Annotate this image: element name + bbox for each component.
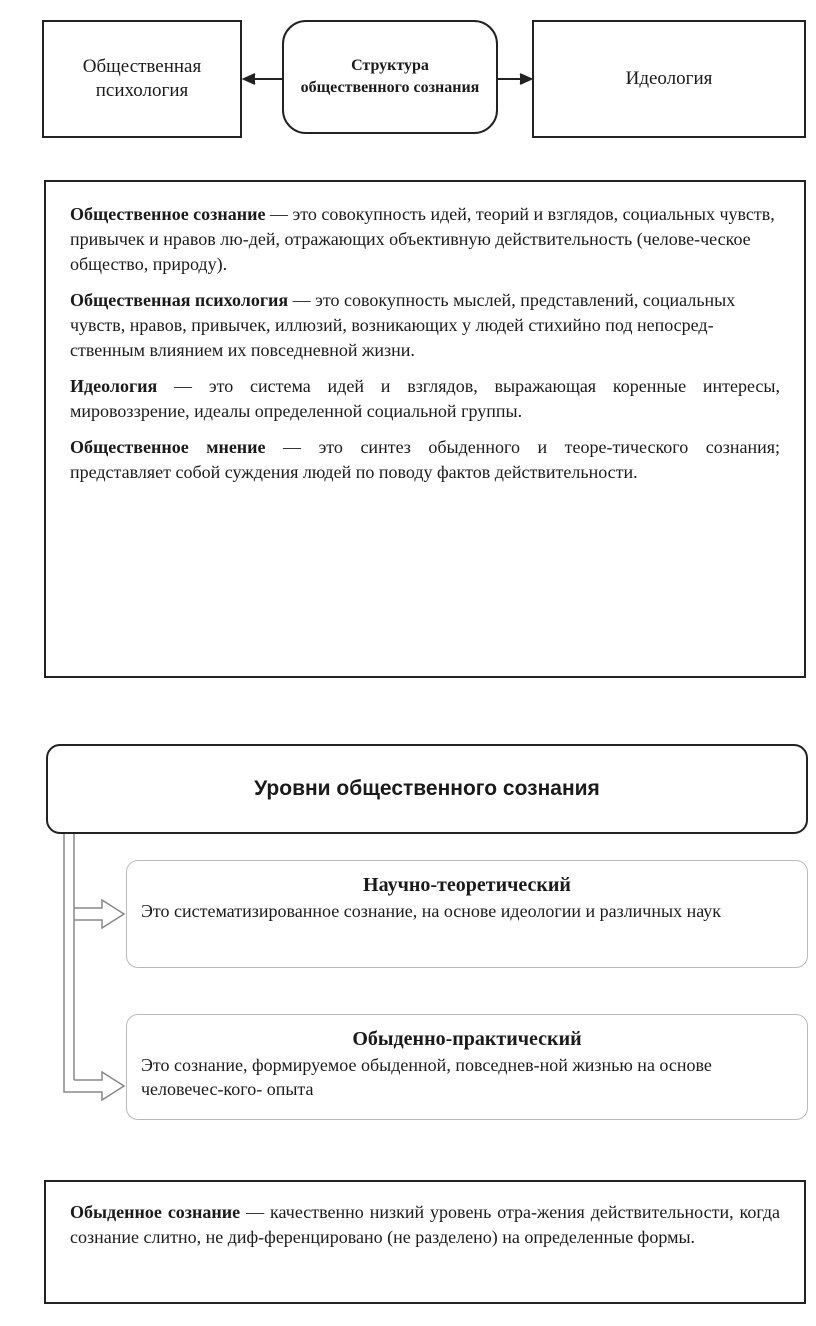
definition-text: это совокупность идей, теорий и взглядов, социальных чувств, привычек и нравов лю-дей, отражающих объективную действительность (челове-ческое общество, природу). — [70, 204, 775, 274]
ideology-box — [532, 20, 806, 138]
level-everyday-box — [126, 1014, 808, 1120]
definition-text: это система идей и взглядов, выражающая коренные интересы, мировоззрение, идеалы определенной социальной группы. — [70, 376, 781, 421]
definition-term: Общественное мнение — [70, 437, 266, 457]
definition-public-psychology — [70, 288, 780, 363]
definition-dash: — — [265, 437, 319, 457]
levels-title: Уровни общественного сознания — [254, 777, 600, 800]
definition-dash: — — [157, 376, 209, 396]
levels-title-box — [46, 744, 808, 834]
ordinary-dash: — — [240, 1202, 271, 1222]
level-text: Это систематизированное сознание, на основе идеологии и различных наук — [141, 901, 722, 921]
arrow-to-ideology — [498, 74, 531, 84]
ordinary-consciousness-box — [44, 1180, 806, 1304]
level-scientific-box — [126, 860, 808, 968]
definition-dash: — — [265, 204, 293, 224]
ordinary-text: качественно низкий уровень отра-жения действительности, когда сознание слитно, не диф-ференцировано (не разделено) на определенные формы. — [70, 1202, 781, 1247]
definition-public-opinion — [70, 435, 780, 485]
definition-term: Общественное сознание — [70, 204, 266, 224]
definition-dash: — — [288, 290, 316, 310]
definition-text: это совокупность мыслей, представлений, социальных чувств, нравов, привычек, иллюзий, возникающих у людей стихийно под непосред-ственным влиянием их повседневной жизни. — [70, 290, 736, 360]
level-title: Научно-теоретический — [363, 874, 571, 896]
arrow-to-psychology — [244, 74, 282, 84]
psychology-label: Общественная психология — [82, 56, 202, 101]
level-title: Обыденно-практический — [352, 1028, 582, 1050]
psychology-box — [42, 20, 242, 138]
structure-label: Структура общественного сознания — [300, 57, 480, 96]
definition-ideology — [70, 374, 780, 424]
levels-connector — [64, 834, 124, 1100]
ideology-label: Идеология — [625, 68, 713, 89]
definitions-box — [44, 180, 806, 678]
structure-box — [282, 20, 498, 134]
ordinary-term: Обыденное сознание — [70, 1202, 241, 1222]
definition-public-consciousness — [70, 202, 780, 277]
definition-term: Идеология — [70, 376, 158, 396]
definition-term: Общественная психология — [70, 290, 289, 310]
definition-text: это синтез обыденного и теоре-тического сознания; представляет собой суждения людей по поводу фактов действительности. — [70, 437, 781, 482]
level-text: Это сознание, формируемое обыденной, повседнев-ной жизнью на основе человечес-кого- опыта — [141, 1055, 712, 1099]
